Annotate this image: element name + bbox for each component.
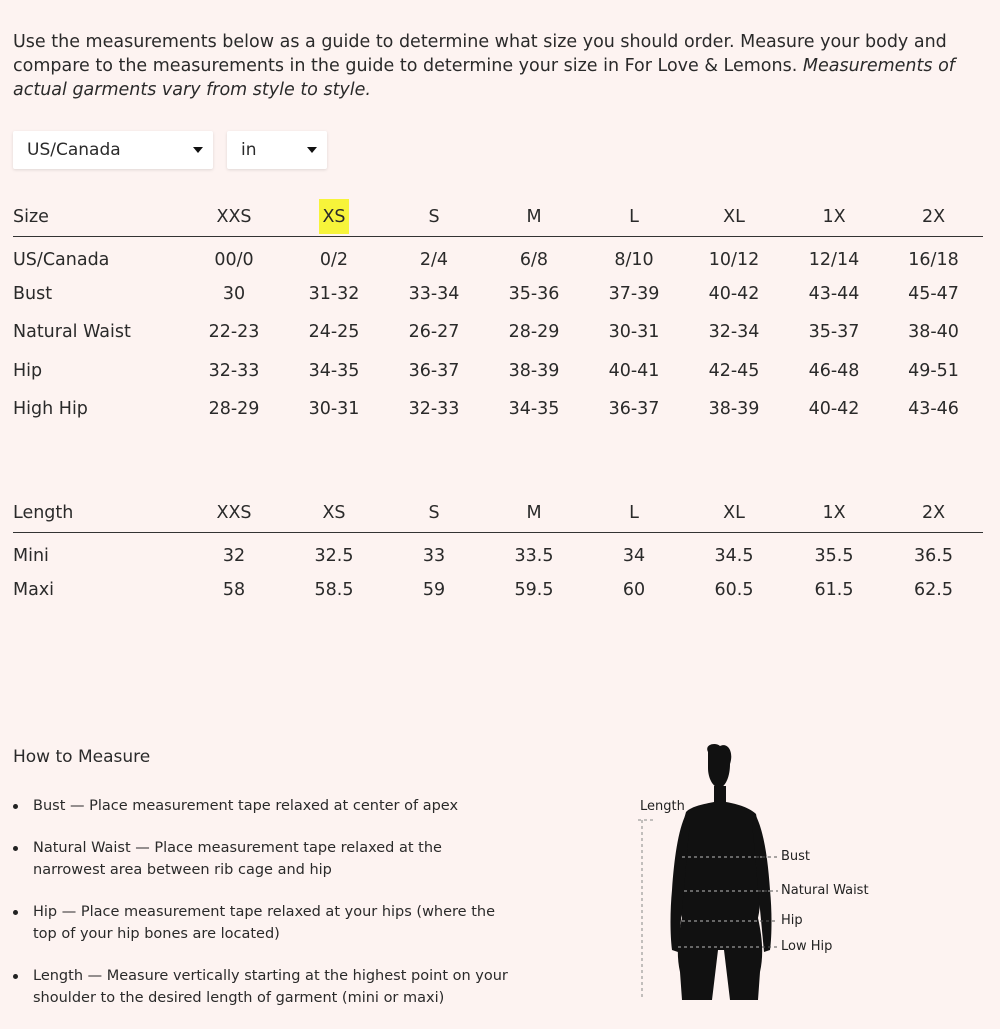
list-item-text: Natural Waist — Place measurement tape relaxed at the narrowest area between rib cage and hip [33, 839, 442, 878]
table-cell: 35-36 [508, 283, 560, 304]
table-cell: 2/4 [419, 249, 449, 270]
table-cell: 42-45 [708, 360, 760, 381]
table-cell: 6/8 [519, 249, 549, 270]
table-row [13, 571, 983, 610]
table-cell: 0/2 [319, 249, 349, 270]
table-cell: 46-48 [808, 360, 860, 381]
list-item [13, 837, 513, 882]
bullet-icon [13, 974, 18, 979]
row-label: Natural Waist [13, 322, 131, 343]
table-cell: 34 [622, 545, 646, 566]
column-header: L [629, 206, 639, 227]
table-cell: 32-33 [208, 360, 260, 381]
column-header: XXS [216, 206, 252, 227]
figure-label-length: Length [640, 799, 685, 814]
table-cell: 37-39 [608, 283, 660, 304]
intro-main-text: Use the measurements below as a guide to determine what size you should order. Measure your body and compare to the measurements in the guide to determine your size in For Love & Lemons. [13, 32, 947, 76]
how-to-measure-title: How to Measure [13, 747, 151, 767]
row-label: Bust [13, 283, 53, 304]
list-item-text: Hip — Place measurement tape relaxed at your hips (where the top of your hip bones are located) [33, 903, 496, 942]
table-cell: 40-42 [708, 283, 760, 304]
column-header: M [526, 206, 542, 227]
row-label: Mini [13, 545, 49, 566]
table-cell: 36.5 [914, 545, 953, 566]
column-header: 1X [822, 502, 846, 523]
figure-label-low-hip: Low Hip [781, 939, 833, 954]
table-row [13, 275, 983, 314]
column-header: XXS [216, 502, 252, 523]
row-label: US/Canada [13, 249, 110, 270]
table-cell: 22-23 [208, 322, 260, 343]
figure-label-bust: Bust [781, 849, 811, 864]
list-item-text: Length — Measure vertically starting at the highest point on your shoulder to the desired length of garment (mini or maxi) [33, 967, 508, 1006]
length-chart-table [13, 494, 983, 609]
table-cell: 43-46 [908, 399, 959, 420]
bullet-icon [13, 910, 18, 915]
table-cell: 60 [622, 579, 646, 600]
table-row [13, 313, 983, 352]
table-cell: 28-29 [508, 322, 560, 343]
table-cell: 34-35 [308, 360, 360, 381]
column-header: 2X [921, 502, 946, 523]
table-cell: 12/14 [808, 249, 860, 270]
table-cell: 36-37 [408, 360, 460, 381]
table-cell: 60.5 [714, 579, 754, 600]
chevron-down-icon [193, 147, 203, 153]
unit-select[interactable] [227, 131, 327, 169]
list-item-text: Bust — Place measurement tape relaxed at center of apex [33, 798, 459, 814]
chevron-down-icon [307, 147, 317, 153]
highlighted-size-label: XS [319, 199, 348, 234]
table-cell: 34-35 [508, 399, 560, 420]
table-cell: 26-27 [408, 322, 460, 343]
column-header: XS [322, 502, 346, 523]
bullet-icon [13, 804, 18, 809]
table-cell: 28-29 [208, 399, 260, 420]
column-header: XL [723, 206, 745, 227]
table-cell: 38-40 [908, 322, 959, 343]
table-cell: 34.5 [714, 545, 754, 566]
region-select-value: US/Canada [27, 140, 121, 160]
header-length-label: Length [13, 502, 74, 523]
row-label: High Hip [13, 399, 88, 420]
size-chart-table [13, 198, 983, 429]
table-cell: 32-33 [408, 399, 460, 420]
figure-label-natural-waist: Natural Waist [781, 883, 869, 898]
how-to-measure-list [13, 795, 513, 1029]
column-header: 2X [921, 206, 946, 227]
table-cell: 30 [222, 283, 246, 304]
header-size-label: Size [13, 206, 49, 227]
table-cell: 58.5 [314, 579, 354, 600]
table-cell: 30-31 [308, 399, 360, 420]
table-cell: 35-37 [808, 322, 860, 343]
table-cell: 40-41 [608, 360, 660, 381]
table-cell: 31-32 [308, 283, 360, 304]
table-cell: 32-34 [708, 322, 760, 343]
intro-italic-note: Measurements of actual garments vary from style to style. [13, 56, 955, 100]
column-header: L [629, 502, 639, 523]
intro-text [13, 30, 963, 102]
column-header: 1X [822, 206, 846, 227]
list-item [13, 965, 513, 1010]
list-item [13, 795, 513, 818]
table-cell: 10/12 [708, 249, 760, 270]
table-cell: 35.5 [814, 545, 854, 566]
row-label: Maxi [13, 579, 55, 600]
bullet-icon [13, 846, 18, 851]
table-row [13, 352, 983, 391]
table-cell: 43-44 [808, 283, 860, 304]
column-header: S [428, 502, 440, 523]
list-item [13, 901, 513, 946]
unit-select-value: in [241, 140, 257, 160]
table-cell: 49-51 [908, 360, 959, 381]
measurement-figure [620, 740, 920, 1000]
table-cell: 00/0 [214, 249, 254, 270]
table-cell: 36-37 [608, 399, 660, 420]
column-header: XL [723, 502, 745, 523]
table-cell: 33 [422, 545, 446, 566]
table-cell: 59.5 [514, 579, 554, 600]
table-cell: 40-42 [808, 399, 860, 420]
table-cell: 58 [222, 579, 246, 600]
body-silhouette-icon [620, 740, 920, 1000]
table-cell: 16/18 [908, 249, 959, 270]
table-cell: 33-34 [408, 283, 460, 304]
table-cell: 32 [222, 545, 246, 566]
table-cell: 62.5 [914, 579, 953, 600]
table-row [13, 236, 983, 275]
table-cell: 30-31 [608, 322, 660, 343]
table-cell: 45-47 [908, 283, 959, 304]
table-cell: 8/10 [614, 249, 654, 270]
table-cell: 38-39 [508, 360, 560, 381]
table-header-row [13, 198, 983, 236]
table-row [13, 390, 983, 429]
table-cell: 32.5 [314, 545, 354, 566]
figure-label-hip: Hip [781, 913, 803, 928]
table-cell: 33.5 [514, 545, 554, 566]
row-label: Hip [13, 360, 43, 381]
table-cell: 61.5 [814, 579, 854, 600]
table-cell: 24-25 [308, 322, 360, 343]
table-header-row [13, 494, 983, 532]
table-row [13, 532, 983, 571]
column-header: S [428, 206, 440, 227]
region-select[interactable] [13, 131, 213, 169]
column-header [284, 198, 384, 236]
table-cell: 59 [422, 579, 446, 600]
column-header: M [526, 502, 542, 523]
table-cell: 38-39 [708, 399, 760, 420]
